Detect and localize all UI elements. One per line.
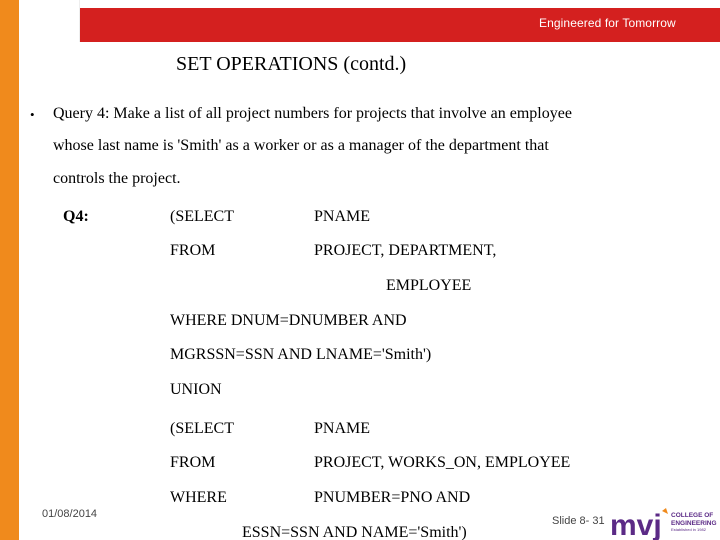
sql-where2-continuation: ESSN=SSN AND NAME='Smith')	[242, 524, 467, 540]
logo-line-2: ENGINEERING	[671, 520, 717, 527]
sql-from1-value: PROJECT, DEPARTMENT,	[314, 242, 497, 259]
paragraph-line-2: whose last name is 'Smith' as a worker or as a manager of the department that	[53, 137, 549, 154]
sql-where2-keyword: WHERE	[170, 489, 227, 506]
sql-select1-value: PNAME	[314, 208, 371, 225]
logo-line-1: COLLEGE OF	[671, 512, 714, 519]
header-tab	[0, 0, 80, 45]
tab-orange-strip	[0, 0, 19, 45]
sql-select1-keyword: (SELECT	[170, 208, 234, 225]
sql-union: UNION	[170, 381, 222, 398]
bullet-marker: •	[30, 107, 35, 122]
sql-from1-keyword: FROM	[170, 242, 216, 259]
logo-letters: mvj	[610, 509, 662, 540]
paragraph-line-3: controls the project.	[53, 170, 181, 187]
query-label: Q4:	[63, 208, 89, 225]
sql-where2-value: PNUMBER=PNO AND	[314, 489, 471, 506]
footer-slide-number: Slide 8- 31	[552, 515, 605, 527]
sql-from2-keyword: FROM	[170, 454, 216, 471]
slide-title: SET OPERATIONS (contd.)	[176, 53, 407, 75]
sql-where1-line1: WHERE DNUM=DNUMBER AND	[170, 312, 407, 329]
sql-select2-value: PNAME	[314, 420, 371, 437]
sql-from2-value: PROJECT, WORKS_ON, EMPLOYEE	[314, 454, 571, 471]
sql-from1-continuation: EMPLOYEE	[386, 277, 472, 294]
left-accent-bar	[0, 0, 19, 540]
sql-select2-keyword: (SELECT	[170, 420, 234, 437]
college-logo	[610, 505, 720, 540]
logo-flame-icon	[662, 508, 668, 514]
footer-date: 01/08/2014	[42, 508, 98, 520]
tab-corner	[19, 0, 80, 42]
sql-where1-line2: MGRSSN=SSN AND LNAME='Smith')	[170, 346, 432, 363]
header-tagline: Engineered for Tomorrow	[539, 16, 676, 30]
logo-line-3: Established in 1982	[671, 527, 706, 532]
paragraph-line-1: Query 4: Make a list of all project numbers for projects that involve an employee	[53, 105, 572, 122]
